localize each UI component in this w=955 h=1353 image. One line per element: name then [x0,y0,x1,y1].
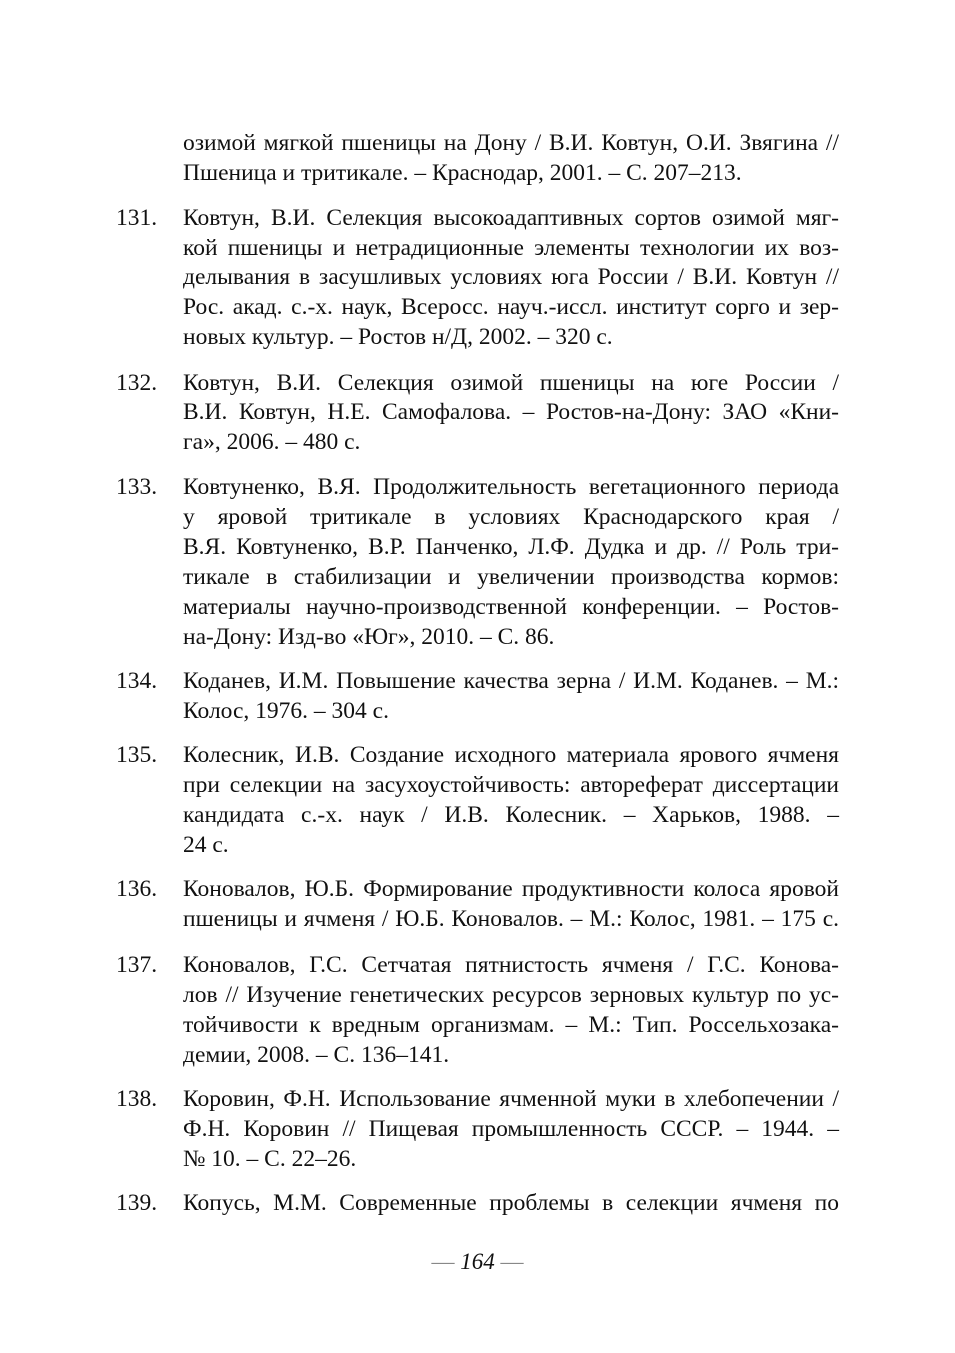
reference-line: тойчивости к вредным организмам. – М.: Тип. Россельхозака- [183,1012,839,1038]
reference-line: Копусь, М.М. Современные проблемы в селекции ячменя по [183,1190,839,1216]
reference-line: тикале в стабилизации и увеличении производства кормов: [183,564,839,590]
footer-dash-left: — [431,1249,455,1274]
reference-line: Коновалов, Г.С. Сетчатая пятнистость ячменя / Г.С. Конова- [183,952,839,978]
reference-line: новых культур. – Ростов н/Д, 2002. – 320 с. [183,324,613,350]
page-number-footer [0,1247,955,1277]
reference-line: кандидата с.-х. наук / И.В. Колесник. – Харьков, 1988. – [183,802,839,828]
reference-line: Колос, 1976. – 304 с. [183,698,389,724]
reference-line: Ковтун, В.И. Селекция озимой пшеницы на юге России / [183,370,839,396]
reference-line: Коновалов, Ю.Б. Формирование продуктивности колоса яровой [183,876,839,902]
reference-number: 139. [116,1190,158,1216]
page-number: 164 [460,1249,495,1274]
reference-line: Ковтун, В.И. Селекция высокоадаптивных сортов озимой мяг- [183,205,839,231]
reference-number: 135. [116,742,158,768]
reference-line: Колесник, И.В. Создание исходного материала ярового ячменя [183,742,839,768]
continuation-line: Пшеница и тритикале. – Краснодар, 2001. – С. 207–213. [183,160,742,186]
reference-number: 132. [116,370,158,396]
reference-line: Ф.Н. Коровин // Пищевая промышленность СССР. – 1944. – [183,1116,839,1142]
reference-number: 131. [116,205,158,231]
reference-line: кой пшеницы и нетрадиционные элементы технологии их воз- [183,235,839,261]
reference-line: Ковтуненко, В.Я. Продолжительность вегетационного периода [183,474,839,500]
reference-line: при селекции на засухоустойчивость: автореферат диссертации [183,772,839,798]
reference-line: Коровин, Ф.Н. Использование ячменной муки в хлебопечении / [183,1086,839,1112]
reference-line: В.Я. Ковтуненко, В.Р. Панченко, Л.Ф. Дудка и др. // Роль три- [183,534,839,560]
reference-line: Рос. акад. с.-х. наук, Всеросс. науч.-иссл. институт сорго и зер- [183,294,839,320]
reference-line: на-Дону: Изд-во «Юг», 2010. – С. 86. [183,624,555,650]
reference-number: 137. [116,952,158,978]
reference-line: 24 с. [183,832,229,858]
reference-line: у яровой тритикале в условиях Краснодарского края / [183,504,839,530]
reference-line: материалы научно-производственной конференции. – Ростов- [183,594,839,620]
reference-line: делывания в засушливых условиях юга России / В.И. Ковтун // [183,264,839,290]
reference-line: га», 2006. – 480 с. [183,429,361,455]
reference-number: 136. [116,876,158,902]
reference-line: В.И. Ковтун, Н.Е. Самофалова. – Ростов-на-Дону: ЗАО «Кни- [183,399,839,425]
reference-number: 138. [116,1086,158,1112]
footer-dash-right: — [500,1249,524,1274]
reference-line: пшеницы и ячменя / Ю.Б. Коновалов. – М.: Колос, 1981. – 175 с. [183,906,839,932]
reference-line: лов // Изучение генетических ресурсов зерновых культур по ус- [183,982,839,1008]
reference-number: 134. [116,668,158,694]
continuation-line: озимой мягкой пшеницы на Дону / В.И. Ковтун, О.И. Звягина // [183,130,839,156]
reference-line: Коданев, И.М. Повышение качества зерна / И.М. Коданев. – М.: [183,668,839,694]
reference-line: № 10. – С. 22–26. [183,1146,357,1172]
reference-line: демии, 2008. – С. 136–141. [183,1042,450,1068]
reference-number: 133. [116,474,158,500]
